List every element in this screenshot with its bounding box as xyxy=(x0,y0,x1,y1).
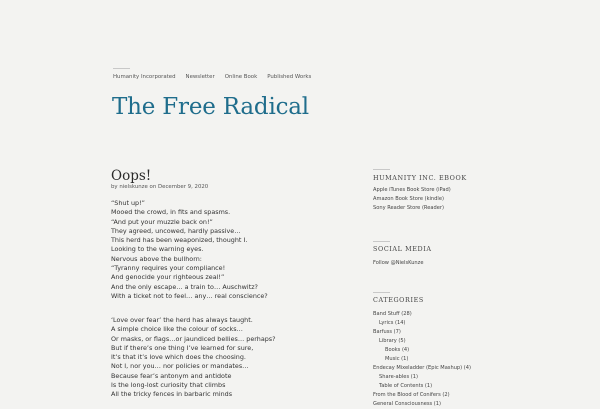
poem-line: And genocide your righteous zeal!” xyxy=(111,273,225,282)
poem-line: All the tricky fences in barbaric minds xyxy=(111,390,233,399)
poem-line: ‘Love over fear’ the herd has always taught. xyxy=(111,316,253,324)
ebook-link-itunes[interactable]: Apple iTunes Book Store (iPad) xyxy=(373,187,451,193)
ebook-list xyxy=(373,186,451,213)
poem-line: “Tyranny requires your compliance! xyxy=(111,264,226,273)
nav-item-newsletter[interactable]: Newsletter xyxy=(185,74,215,80)
poem-line: Mooed the crowd, in fits and spasms. xyxy=(111,208,231,217)
poem-line: Because fear’s antonym and antidote xyxy=(111,371,232,380)
category-item[interactable]: Band Stuff (28) xyxy=(373,311,412,317)
sidebar-rule xyxy=(373,169,390,170)
post-title[interactable]: Oops! xyxy=(111,168,152,184)
poem-line: This herd has been weaponized, thought I. xyxy=(111,236,248,245)
category-item[interactable]: General Consciousness (1) xyxy=(373,401,441,407)
site-title[interactable]: The Free Radical xyxy=(112,94,309,120)
sidebar-rule xyxy=(373,241,390,242)
nav-item-humanity-incorporated[interactable]: Humanity Incorporated xyxy=(113,74,176,80)
poem-line: They agreed, uncowed, hardly passive… xyxy=(111,226,241,235)
widget-title-categories: CATEGORIES xyxy=(373,296,424,304)
poem-line: A simple choice like the colour of socks… xyxy=(111,325,243,334)
post-author-link[interactable]: nielskunze xyxy=(119,184,148,190)
category-item[interactable]: Music (1) xyxy=(385,356,409,362)
widget-title-ebook: HUMANITY INC. EBOOK xyxy=(373,174,467,182)
ebook-link-amazon[interactable]: Amazon Book Store (kindle) xyxy=(373,196,444,202)
social-link-twitter[interactable]: Follow @NielsKunze xyxy=(373,260,424,266)
top-nav xyxy=(113,74,311,80)
poem-line: Or masks, or flags…or jaundiced bellies… perhaps? xyxy=(111,334,276,343)
poem-line: Is the long-lost curiosity that climbs xyxy=(111,381,226,390)
widget-title-social: SOCIAL MEDIA xyxy=(373,245,432,253)
categories-list xyxy=(373,310,471,409)
poem-line: With a ticket not to feel… any… real conscience? xyxy=(111,291,268,300)
meta-on: on xyxy=(149,184,157,190)
category-item[interactable]: Share-ables (1) xyxy=(379,374,418,380)
poem-line: But if there’s one thing I’ve learned for sure, xyxy=(111,343,254,352)
meta-by: by xyxy=(111,184,118,190)
category-item[interactable]: From the Blood of Conifers (2) xyxy=(373,392,450,398)
category-item[interactable]: Barfuss (7) xyxy=(373,329,401,335)
sidebar-rule xyxy=(373,292,390,293)
poem-line: Nervous above the bullhorn: xyxy=(111,254,202,263)
nav-item-published-works[interactable]: Published Works xyxy=(267,74,312,80)
category-item[interactable]: Lyrics (14) xyxy=(379,320,406,326)
nav-item-online-book[interactable]: Online Book xyxy=(224,74,258,80)
poem-line: Not I, nor you… nor policies or mandates… xyxy=(111,362,249,371)
category-item[interactable]: Books (4) xyxy=(385,347,410,353)
category-item[interactable]: Library (5) xyxy=(379,338,406,344)
poem-line: “And put your muzzle back on!” xyxy=(111,217,213,226)
header-rule xyxy=(113,68,130,69)
poem-line: It’s that it’s love which does the choosing. xyxy=(111,353,246,362)
social-list xyxy=(373,259,423,268)
poem-line: “Shut up!” xyxy=(111,199,145,207)
poem-line: And the only escape… a train to… Auschwitz? xyxy=(111,282,258,291)
poem-line: Looking to the warning eyes. xyxy=(111,245,204,254)
category-item[interactable]: Table of Contents (1) xyxy=(379,383,433,389)
post-date[interactable]: December 9, 2020 xyxy=(157,184,209,190)
post-meta xyxy=(111,184,208,190)
poem-stanza-1 xyxy=(111,199,268,301)
ebook-link-sony[interactable]: Sony Reader Store (Reader) xyxy=(373,205,444,211)
category-item[interactable]: Endecay Mixeladder (Epic Mashup) (4) xyxy=(373,365,471,371)
poem-stanza-2 xyxy=(111,316,276,400)
